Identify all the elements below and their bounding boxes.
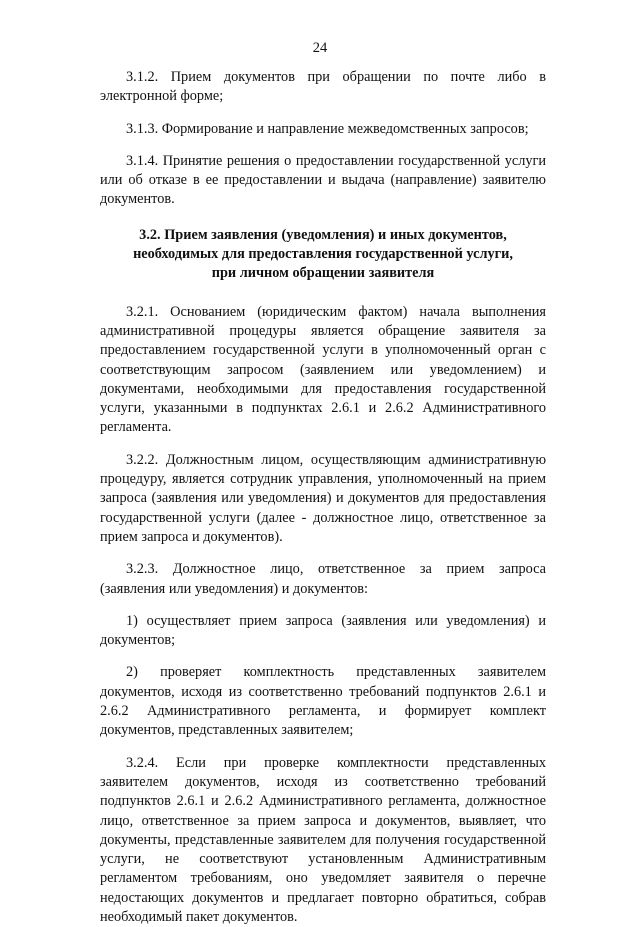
document-body	[100, 68, 546, 927]
page-number: 24	[312, 40, 328, 56]
list-item-1: 1) осуществляет прием запроса (заявления или уведомления) и документов;	[100, 612, 546, 649]
section-heading-line: при личном обращении заявителя	[211, 265, 435, 282]
paragraph-3-1-4: 3.1.4. Принятие решения о предоставлении государственной услуги или об отказе в ее предоставлении и выдача (направление) заявителю документов.	[100, 152, 546, 208]
paragraph-3-1-2: 3.1.2. Прием документов при обращении по почте либо в электронной форме;	[100, 69, 546, 105]
paragraph-3-2-4: 3.2.4. Если при проверке комплектности представленных заявителем документов, исходя из соответственно требований подпунктов 2.6.1 и 2.6.2 Административного регламента, должностное лицо, ответственное за прием запроса и документов, выявляет, что документы, представленные заявителем для получения государственной услуги, не соответствуют установленным Административным регламентом требованиям, оно уведомляет заявителя о перечне недостающих документов и предлагает повторно обратиться, собрав необходимый пакет документов.	[100, 754, 546, 925]
paragraph-3-2-2: 3.2.2. Должностным лицом, осуществляющим административную процедуру, является сотрудник управления, уполномоченный на прием запроса (заявления или уведомления) и документов для предоставления государственной услуги (далее - должностное лицо, ответственное за прием запроса и документов).	[100, 451, 546, 545]
section-heading-line: необходимых для предоставления государственной услуги,	[133, 246, 513, 263]
paragraph-3-1-3: 3.1.3. Формирование и направление межведомственных запросов;	[126, 120, 529, 137]
section-heading-3-2	[100, 226, 546, 284]
section-heading-line: 3.2. Прием заявления (уведомления) и иных документов,	[139, 226, 507, 243]
paragraph-3-2-1: 3.2.1. Основанием (юридическим фактом) начала выполнения административной процедуры является обращение заявителя за предоставлением государственной услуги в уполномоченный орган с соответствующим запросом (заявлением или уведомлением) и документами, необходимыми для предоставления государственной услуги, указанными в подпунктах 2.6.1 и 2.6.2 Административного регламента.	[100, 303, 546, 436]
list-item-2: 2) проверяет комплектность представленных заявителем документов, исходя из соответственно требований подпунктов 2.6.1 и 2.6.2 Административного регламента, и формирует комплект документов, представленных заявителем;	[100, 664, 546, 739]
paragraph-3-2-3: 3.2.3. Должностное лицо, ответственное за прием запроса (заявления или уведомления) и документов:	[100, 561, 546, 597]
